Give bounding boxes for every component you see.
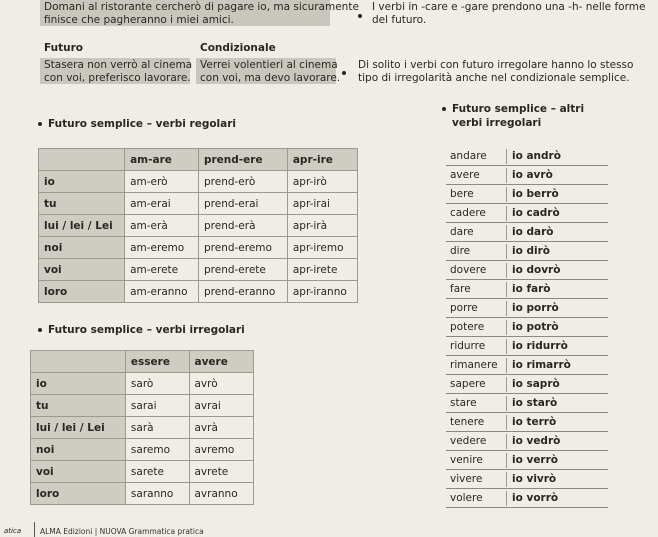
- list-item: [446, 470, 608, 489]
- table-cell: am-eremo: [125, 237, 199, 259]
- infinitive: cadere: [450, 207, 486, 219]
- table-row: [39, 193, 358, 215]
- table-header: prend-ere: [198, 149, 287, 171]
- list-item: [446, 166, 608, 185]
- table-cell: [39, 149, 125, 171]
- list-item: [446, 185, 608, 204]
- table-header: avere: [189, 351, 254, 373]
- top-left-line2: finisce che pagheranno i miei amici.: [44, 14, 234, 26]
- table-cell: io: [39, 171, 125, 193]
- future-form: io berrò: [512, 188, 559, 200]
- list-item: [446, 375, 608, 394]
- footer-divider: [34, 522, 35, 537]
- irregular-list-title-2: verbi irregolari: [452, 117, 542, 129]
- table-cell: prend-eremo: [198, 237, 287, 259]
- divider: [506, 282, 507, 297]
- table-cell: voi: [31, 461, 126, 483]
- infinitive: avere: [450, 169, 480, 181]
- regular-table: [38, 148, 358, 303]
- divider: [506, 453, 507, 468]
- infinitive: dovere: [450, 264, 487, 276]
- future-form: io darò: [512, 226, 554, 238]
- list-item: [446, 242, 608, 261]
- divider: [506, 168, 507, 183]
- list-item: [446, 261, 608, 280]
- future-form: io andrò: [512, 150, 561, 162]
- table-cell: prend-erà: [198, 215, 287, 237]
- irregular-note-line1: Di solito i verbi con futuro irregolare hanno lo stesso: [358, 59, 634, 71]
- future-form: io vedrò: [512, 435, 561, 447]
- table-row: [31, 417, 254, 439]
- table-header: essere: [125, 351, 189, 373]
- table-cell: loro: [31, 483, 126, 505]
- divider: [506, 149, 507, 164]
- table-cell: noi: [31, 439, 126, 461]
- table-cell: avrai: [189, 395, 254, 417]
- bullet: [342, 62, 352, 81]
- table-row: [31, 439, 254, 461]
- future-form: io cadrò: [512, 207, 560, 219]
- future-form: io ridurrò: [512, 340, 568, 352]
- list-item: [446, 356, 608, 375]
- infinitive: potere: [450, 321, 485, 333]
- irregular-title-text: Futuro semplice – verbi irregolari: [48, 324, 245, 336]
- divider: [506, 339, 507, 354]
- future-form: io saprò: [512, 378, 560, 390]
- irregular-list-title-text: Futuro semplice – altri: [452, 103, 585, 115]
- list-item: [446, 394, 608, 413]
- condizionale-header: Condizionale: [200, 42, 276, 54]
- infinitive: andare: [450, 150, 487, 162]
- list-item: [446, 337, 608, 356]
- table-cell: saranno: [125, 483, 189, 505]
- infinitive: sapere: [450, 378, 486, 390]
- futuro-line2: con voi, preferisco lavorare.: [44, 72, 191, 84]
- table-cell: sarà: [125, 417, 189, 439]
- table-cell: apr-irai: [287, 193, 357, 215]
- condizionale-line2: con voi, ma devo lavorare.: [200, 72, 341, 84]
- future-form: io starò: [512, 397, 558, 409]
- table-header: apr-ire: [287, 149, 357, 171]
- table-row: [31, 373, 254, 395]
- table-cell: sarete: [125, 461, 189, 483]
- table-cell: sarò: [125, 373, 189, 395]
- table-cell: tu: [39, 193, 125, 215]
- table-cell: avrà: [189, 417, 254, 439]
- infinitive: porre: [450, 302, 478, 314]
- infinitive: dire: [450, 245, 471, 257]
- table-row: [39, 259, 358, 281]
- infinitive: tenere: [450, 416, 485, 428]
- infinitive: bere: [450, 188, 474, 200]
- table-cell: apr-iranno: [287, 281, 357, 303]
- table-cell: tu: [31, 395, 126, 417]
- future-form: io avrò: [512, 169, 553, 181]
- table-header: am-are: [125, 149, 199, 171]
- irregular-table: [30, 350, 254, 505]
- divider: [506, 491, 507, 506]
- table-cell: avremo: [189, 439, 254, 461]
- table-row: [31, 351, 254, 373]
- table-cell: prend-eranno: [198, 281, 287, 303]
- infinitive: dare: [450, 226, 474, 238]
- table-cell: avrò: [189, 373, 254, 395]
- table-row: [39, 237, 358, 259]
- future-form: io dovrò: [512, 264, 561, 276]
- infinitive: vivere: [450, 473, 483, 485]
- divider: [506, 206, 507, 221]
- infinitive: ridurre: [450, 340, 486, 352]
- divider: [506, 377, 507, 392]
- irregular-note-line2: tipo di irregolarità anche nel condizionale semplice.: [358, 72, 630, 84]
- divider: [506, 301, 507, 316]
- list-item: [446, 299, 608, 318]
- list-item: [446, 451, 608, 470]
- table-cell: lui / lei / Lei: [31, 417, 126, 439]
- future-form: io vivrò: [512, 473, 557, 485]
- divider: [506, 320, 507, 335]
- infinitive: volere: [450, 492, 483, 504]
- future-form: io verrò: [512, 454, 559, 466]
- footer-publisher: ALMA Edizioni | NUOVA Grammatica pratica: [40, 527, 204, 536]
- divider: [506, 396, 507, 411]
- table-cell: apr-irete: [287, 259, 357, 281]
- table-row: [31, 395, 254, 417]
- top-left-line1: Domani al ristorante cercherò di pagare io, ma sicuramente: [44, 1, 359, 13]
- table-cell: avranno: [189, 483, 254, 505]
- irregular-list-title-1: [442, 103, 584, 115]
- infinitive: rimanere: [450, 359, 498, 371]
- table-cell: apr-irà: [287, 215, 357, 237]
- divider: [506, 358, 507, 373]
- future-form: io potrò: [512, 321, 559, 333]
- infinitive: vedere: [450, 435, 487, 447]
- table-row: [39, 149, 358, 171]
- irregular-title: [38, 324, 245, 336]
- table-cell: noi: [39, 237, 125, 259]
- list-item: [446, 280, 608, 299]
- bullet: [358, 5, 368, 24]
- divider: [506, 472, 507, 487]
- divider: [506, 225, 507, 240]
- table-cell: am-erete: [125, 259, 199, 281]
- table-cell: [31, 351, 126, 373]
- table-cell: voi: [39, 259, 125, 281]
- divider: [506, 263, 507, 278]
- divider: [506, 187, 507, 202]
- divider: [506, 434, 507, 449]
- future-form: io dirò: [512, 245, 550, 257]
- regular-title-text: Futuro semplice – verbi regolari: [48, 118, 237, 130]
- table-cell: am-erà: [125, 215, 199, 237]
- futuro-line1: Stasera non verrò al cinema: [44, 59, 193, 71]
- table-row: [39, 281, 358, 303]
- future-form: io vorrò: [512, 492, 559, 504]
- futuro-header: Futuro: [44, 42, 84, 54]
- table-cell: am-erai: [125, 193, 199, 215]
- table-cell: avrete: [189, 461, 254, 483]
- list-item: [446, 204, 608, 223]
- table-row: [31, 461, 254, 483]
- top-right-line2: del futuro.: [372, 14, 427, 26]
- top-right-line1: I verbi in -care e -gare prendono una -h- nelle forme: [372, 1, 646, 13]
- divider: [506, 415, 507, 430]
- infinitive: fare: [450, 283, 471, 295]
- table-cell: prend-erò: [198, 171, 287, 193]
- list-item: [446, 413, 608, 432]
- future-form: io rimarrò: [512, 359, 571, 371]
- regular-title: [38, 118, 236, 130]
- table-row: [39, 171, 358, 193]
- list-item: [446, 318, 608, 337]
- divider: [506, 244, 507, 259]
- future-form: io terrò: [512, 416, 557, 428]
- infinitive: stare: [450, 397, 477, 409]
- list-item: [446, 489, 608, 508]
- table-cell: lui / lei / Lei: [39, 215, 125, 237]
- table-cell: saremo: [125, 439, 189, 461]
- table-cell: am-eranno: [125, 281, 199, 303]
- future-form: io farò: [512, 283, 551, 295]
- table-cell: prend-erai: [198, 193, 287, 215]
- condizionale-line1: Verrei volentieri al cinema: [200, 59, 338, 71]
- table-cell: am-erò: [125, 171, 199, 193]
- future-form: io porrò: [512, 302, 559, 314]
- table-row: [39, 215, 358, 237]
- list-item: [446, 147, 608, 166]
- table-row: [31, 483, 254, 505]
- table-cell: loro: [39, 281, 125, 303]
- list-item: [446, 223, 608, 242]
- table-cell: apr-irò: [287, 171, 357, 193]
- list-item: [446, 432, 608, 451]
- table-cell: sarai: [125, 395, 189, 417]
- table-cell: prend-erete: [198, 259, 287, 281]
- table-cell: io: [31, 373, 126, 395]
- infinitive: venire: [450, 454, 483, 466]
- footer-left: atica: [4, 527, 22, 535]
- table-cell: apr-iremo: [287, 237, 357, 259]
